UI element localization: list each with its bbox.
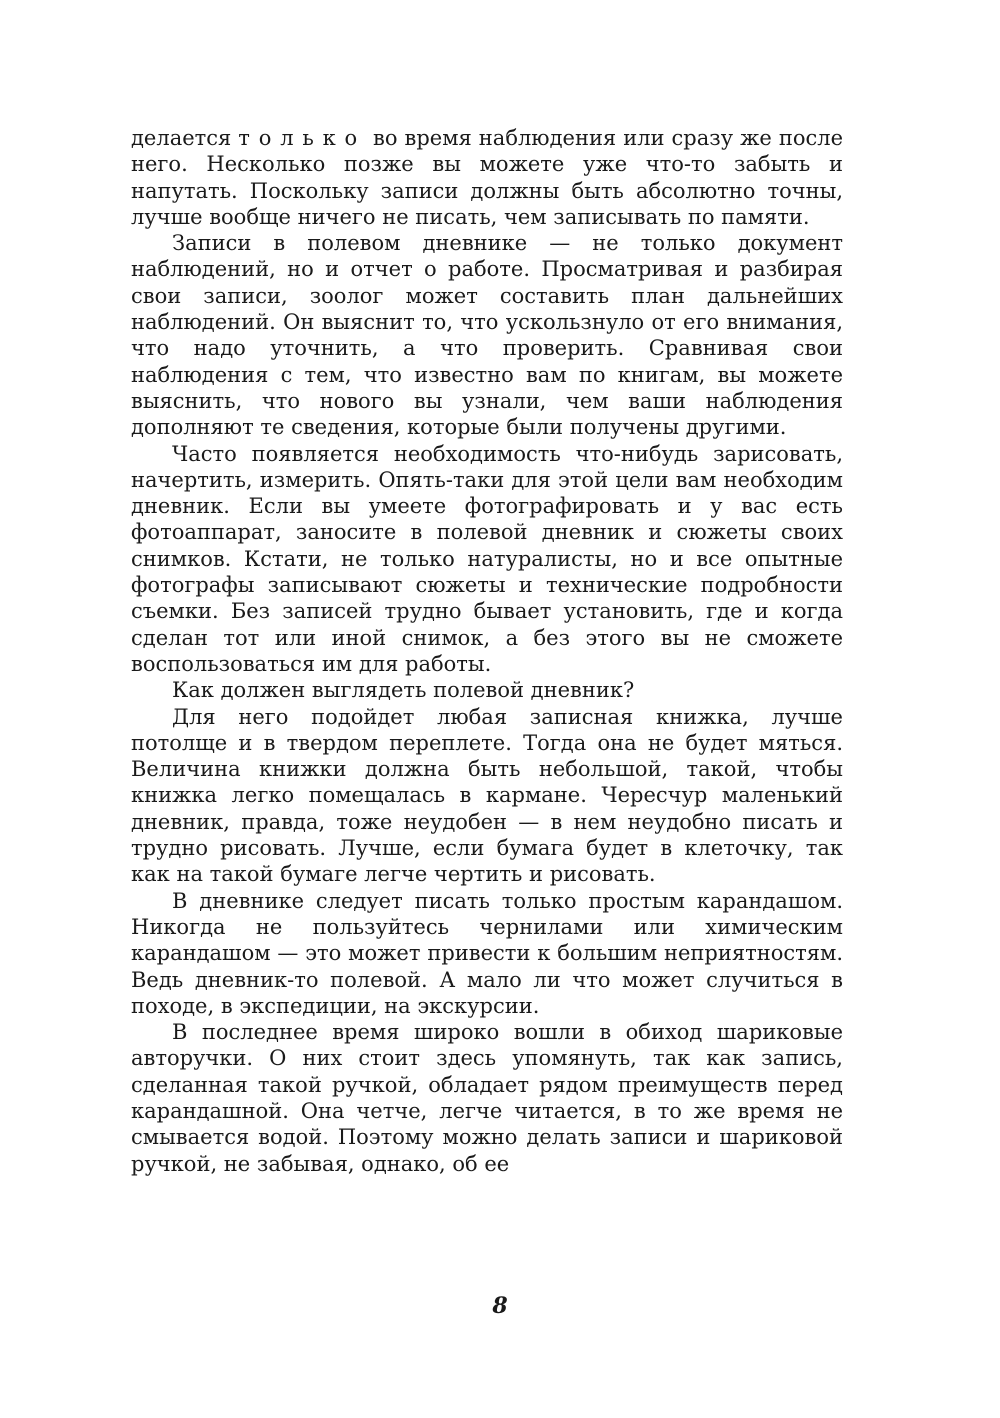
paragraph-continuation [131, 125, 843, 230]
paragraph-notebook-choice: Для него подойдет любая записная книжка, лучше потолще и в твердом переплете. Тогда она не будет мяться. Величина книжки должна быть небольшой, такой, чтобы книжка легко помещалась в кармане. Чересчур маленький дневник, правда, тоже неудобен — в нем неудобно писать и трудно рисовать. Лучше, если бумага будет в клеточку, так как на такой бумаге легче чертить и рисовать. [131, 704, 843, 887]
emphasized-word: только [238, 126, 367, 150]
paragraph-ballpoint-pens: В последнее время широко вошли в обиход шариковые авторучки. О них стоит здесь упомянуть, так как запись, сделанная такой ручкой, обладает рядом преимуществ перед карандашной. Она четче, легче читается, в то же время не смывается водой. Поэтому можно делать записи и шариковой ручкой, не забывая, однако, об ее [131, 1020, 843, 1176]
paragraph-drawing-photography: Часто появляется необходимость что-нибудь зарисовать, начертить, измерить. Опять-таки для этой цели вам необходим дневник. Если вы умеете фотографировать и у вас есть фотоаппарат, заносите в полевой дневник и сюжеты своих снимков. Кстати, не только натуралисты, но и все опытные фотографы записывают сюжеты и технические подробности съемки. Без записей трудно бывает установить, где и когда сделан тот или иной снимок, а без этого вы не сможете воспользоваться им для работы. [131, 441, 843, 676]
paragraph-question: Как должен выглядеть полевой дневник? [172, 678, 635, 703]
body-text [131, 125, 843, 1177]
paragraph-rest: во время наблюдения или сразу же после него. Несколько позже вы можете уже что-то забыть и напутать. Поскольку записи должны быть абсолютно точны, лучше вообще ничего не писать, чем записывать по памяти. [131, 126, 844, 229]
page-number: 8 [492, 1293, 508, 1319]
paragraph-pencil: В дневнике следует писать только простым карандашом. Никогда не пользуйтесь чернилами или химическим карандашом — это может привести к большим неприятностям. Ведь дневник-то полевой. А мало ли что может случиться в походе, в экспедиции, на экскурсии. [131, 888, 843, 1018]
paragraph-lead: делается [131, 126, 239, 150]
paragraph-field-diary-records: Записи в полевом дневнике — не только документ наблюдений, но и отчет о работе. Просматривая и разбирая свои записи, зоолог может составить план дальнейших наблюдений. Он выяснит то, что ускользнуло от его внимания, что надо уточнить, а что проверить. Сравнивая свои наблюдения с тем, что известно вам по книгам, вы можете выяснить, что нового вы узнали, чем ваши наблюдения дополняют те сведения, которые были получены другими. [131, 231, 843, 440]
